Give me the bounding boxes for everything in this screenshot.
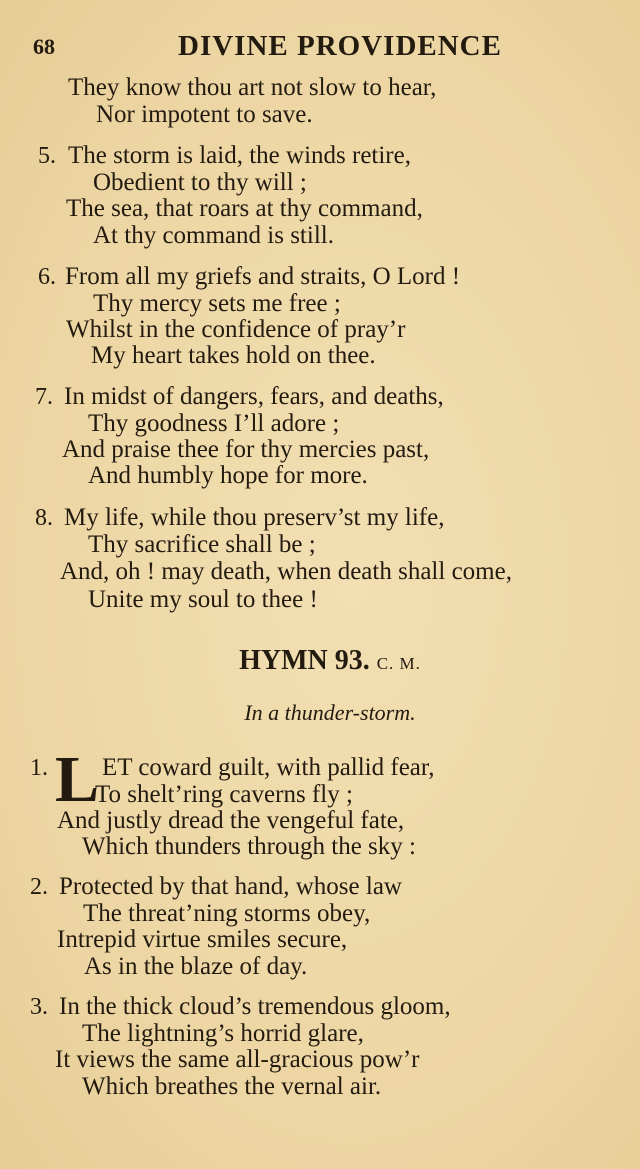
stanza-number: 8. bbox=[35, 505, 53, 531]
verse-line: In midst of dangers, fears, and deaths, bbox=[64, 383, 444, 410]
verse-line: It views the same all-gracious pow’r bbox=[55, 1046, 420, 1073]
hymn-subtitle: In a thunder-storm. bbox=[244, 700, 416, 725]
verse-line: ET coward guilt, with pallid fear, bbox=[102, 754, 435, 781]
verse-line: Which thunders through the sky : bbox=[82, 833, 416, 860]
verse-line: In the thick cloud’s tremendous gloom, bbox=[59, 993, 451, 1020]
verse-line: Whilst in the confidence of pray’r bbox=[66, 316, 406, 343]
running-title: DIVINE PROVIDENCE bbox=[178, 30, 502, 62]
verse-line: My life, while thou preserv’st my life, bbox=[64, 504, 445, 531]
verse-line: And praise thee for thy mercies past, bbox=[62, 436, 430, 463]
verse-line: The sea, that roars at thy command, bbox=[66, 195, 423, 222]
hymn-heading bbox=[0, 645, 640, 677]
stanza-number: 5. bbox=[38, 143, 56, 169]
verse-line: And humbly hope for more. bbox=[88, 462, 368, 489]
verse-line: They know thou art not slow to hear, bbox=[68, 74, 437, 101]
verse-line: Thy goodness I’ll adore ; bbox=[88, 410, 340, 437]
verse-line: To shelt’ring caverns fly ; bbox=[95, 781, 353, 808]
stanza-number: 3. bbox=[30, 994, 48, 1020]
verse-line: The lightning’s horrid glare, bbox=[82, 1020, 364, 1047]
stanza-number: 1. bbox=[30, 755, 48, 781]
verse-line: The storm is laid, the winds retire, bbox=[68, 142, 411, 169]
verse-line: My heart takes hold on thee. bbox=[91, 342, 376, 369]
verse-line: As in the blaze of day. bbox=[84, 953, 308, 980]
verse-line: From all my griefs and straits, O Lord ! bbox=[65, 263, 461, 290]
hymn-title: HYMN 93. bbox=[239, 645, 370, 676]
verse-line: Nor impotent to save. bbox=[96, 101, 313, 128]
verse-line: At thy command is still. bbox=[93, 222, 334, 249]
stanza-number: 6. bbox=[38, 264, 56, 290]
verse-line: Protected by that hand, whose law bbox=[59, 873, 402, 900]
verse-line: Thy mercy sets me free ; bbox=[93, 290, 341, 317]
page-number: 68 bbox=[33, 34, 55, 59]
verse-line: Obedient to thy will ; bbox=[93, 169, 307, 196]
verse-line: Which breathes the vernal air. bbox=[82, 1073, 382, 1100]
drop-cap: L bbox=[55, 743, 100, 816]
verse-line: Thy sacrifice shall be ; bbox=[88, 531, 316, 558]
verse-line: Unite my soul to thee ! bbox=[88, 586, 318, 613]
verse-line: And, oh ! may death, when death shall come, bbox=[60, 558, 512, 585]
hymn-meter: C. M. bbox=[376, 654, 421, 673]
stanza-number: 7. bbox=[35, 384, 53, 410]
verse-line: And justly dread the vengeful fate, bbox=[57, 807, 405, 834]
stanza-number: 2. bbox=[30, 874, 48, 900]
verse-line: Intrepid virtue smiles secure, bbox=[57, 926, 348, 953]
verse-line: The threat’ning storms obey, bbox=[83, 900, 371, 927]
